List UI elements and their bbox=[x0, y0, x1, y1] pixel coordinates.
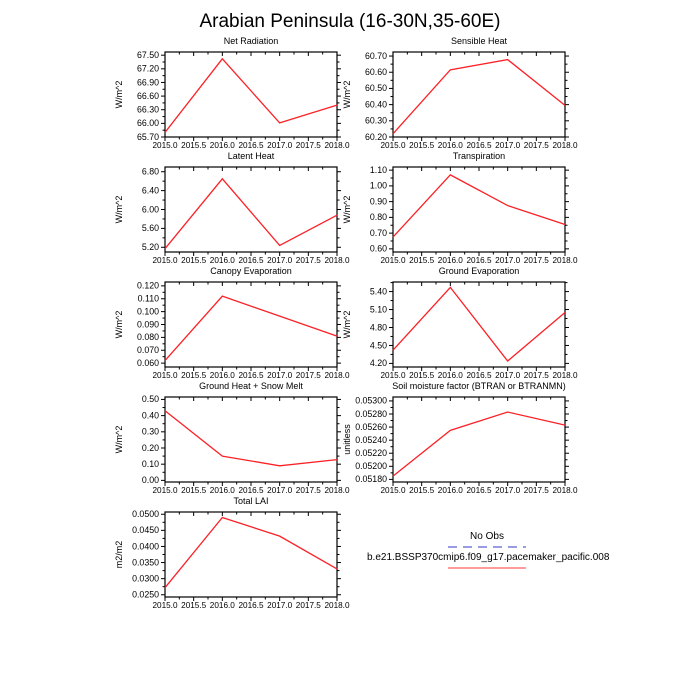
svg-text:2015.0: 2015.0 bbox=[380, 141, 406, 150]
svg-text:60.70: 60.70 bbox=[364, 50, 387, 61]
x-tick-labels bbox=[380, 256, 577, 265]
svg-text:2018.0: 2018.0 bbox=[324, 601, 350, 610]
svg-text:2017.0: 2017.0 bbox=[495, 141, 521, 150]
svg-text:5.40: 5.40 bbox=[369, 286, 387, 297]
svg-text:0.0350: 0.0350 bbox=[132, 557, 159, 568]
svg-text:2017.0: 2017.0 bbox=[495, 486, 521, 495]
chart-net-radiation bbox=[108, 36, 364, 152]
y-axis-label: unitless bbox=[342, 424, 352, 455]
chart-title: Net Radiation bbox=[223, 36, 279, 46]
chart-sensible-heat bbox=[336, 36, 592, 152]
svg-text:0.070: 0.070 bbox=[136, 345, 159, 356]
svg-text:2015.0: 2015.0 bbox=[152, 486, 178, 495]
svg-text:2016.0: 2016.0 bbox=[209, 141, 235, 150]
svg-text:0.90: 0.90 bbox=[369, 196, 387, 207]
chart-soil-moisture-factor-btran-or-btranmn bbox=[336, 381, 592, 497]
x-ticks bbox=[393, 282, 565, 371]
series-line bbox=[393, 60, 565, 134]
y-axis-label: W/m^2 bbox=[114, 195, 124, 224]
svg-text:2015.0: 2015.0 bbox=[152, 256, 178, 265]
svg-text:2015.5: 2015.5 bbox=[181, 141, 207, 150]
x-ticks bbox=[393, 397, 565, 486]
chart-title: Canopy Evaporation bbox=[210, 266, 292, 276]
svg-text:2016.5: 2016.5 bbox=[238, 371, 264, 380]
svg-text:0.05200: 0.05200 bbox=[355, 461, 387, 472]
svg-text:2015.5: 2015.5 bbox=[181, 371, 207, 380]
series-line bbox=[165, 59, 337, 133]
svg-text:2016.5: 2016.5 bbox=[238, 486, 264, 495]
x-tick-labels bbox=[152, 486, 349, 495]
svg-text:0.05240: 0.05240 bbox=[355, 434, 387, 445]
chart-title: Latent Heat bbox=[227, 151, 275, 161]
svg-text:2017.5: 2017.5 bbox=[295, 256, 321, 265]
chart-canopy-evaporation bbox=[108, 266, 364, 382]
x-tick-labels bbox=[380, 486, 577, 495]
chart-latent-heat bbox=[108, 151, 364, 267]
svg-text:6.40: 6.40 bbox=[141, 185, 159, 196]
x-tick-labels bbox=[380, 141, 577, 150]
chart-title: Sensible Heat bbox=[450, 36, 508, 46]
y-tick-labels bbox=[365, 51, 387, 142]
svg-text:65.70: 65.70 bbox=[136, 131, 159, 142]
chart-ground-heat-snow-melt bbox=[108, 381, 364, 497]
svg-text:2017.0: 2017.0 bbox=[495, 256, 521, 265]
svg-text:4.20: 4.20 bbox=[369, 358, 387, 369]
svg-text:66.90: 66.90 bbox=[136, 77, 159, 88]
x-tick-labels bbox=[152, 256, 349, 265]
svg-text:2017.5: 2017.5 bbox=[295, 486, 321, 495]
svg-text:66.00: 66.00 bbox=[136, 118, 159, 129]
svg-text:1.00: 1.00 bbox=[369, 180, 387, 191]
svg-text:2015.5: 2015.5 bbox=[181, 256, 207, 265]
svg-text:0.40: 0.40 bbox=[141, 410, 159, 421]
svg-text:2016.0: 2016.0 bbox=[437, 486, 463, 495]
svg-text:2015.5: 2015.5 bbox=[409, 486, 435, 495]
svg-text:2018.0: 2018.0 bbox=[552, 141, 578, 150]
svg-text:2017.0: 2017.0 bbox=[495, 371, 521, 380]
svg-text:6.80: 6.80 bbox=[141, 166, 159, 177]
svg-text:1.10: 1.10 bbox=[369, 164, 387, 175]
y-tick-labels bbox=[132, 509, 159, 599]
svg-text:67.20: 67.20 bbox=[136, 63, 159, 74]
y-ticks bbox=[389, 170, 569, 249]
chart-title: Ground Heat + Snow Melt bbox=[199, 381, 303, 391]
svg-text:60.20: 60.20 bbox=[364, 131, 387, 142]
y-axis-label: m2/m2 bbox=[114, 540, 124, 569]
svg-text:2016.0: 2016.0 bbox=[209, 601, 235, 610]
svg-text:0.0500: 0.0500 bbox=[132, 509, 159, 520]
y-axis-label: W/m^2 bbox=[342, 80, 352, 109]
svg-text:0.120: 0.120 bbox=[136, 280, 159, 291]
legend-case-label: b.e21.BSSP370cmip6.f09_g17.pacemaker_pacific.008 bbox=[367, 552, 610, 563]
svg-text:2017.0: 2017.0 bbox=[267, 601, 293, 610]
svg-text:5.20: 5.20 bbox=[141, 242, 159, 253]
svg-text:0.05180: 0.05180 bbox=[355, 474, 387, 485]
legend-no-obs-line bbox=[448, 546, 526, 548]
svg-text:2017.5: 2017.5 bbox=[523, 486, 549, 495]
plot-frame bbox=[165, 397, 337, 482]
svg-text:2016.5: 2016.5 bbox=[238, 141, 264, 150]
svg-text:0.100: 0.100 bbox=[136, 306, 159, 317]
svg-text:2017.5: 2017.5 bbox=[523, 141, 549, 150]
svg-text:2018.0: 2018.0 bbox=[552, 371, 578, 380]
svg-text:4.80: 4.80 bbox=[369, 322, 387, 333]
svg-text:0.110: 0.110 bbox=[137, 293, 159, 304]
x-tick-labels bbox=[152, 601, 349, 610]
chart-title: Soil moisture factor (BTRAN or BTRANMN) bbox=[392, 381, 566, 391]
chart-title: Ground Evaporation bbox=[438, 266, 520, 276]
svg-text:2018.0: 2018.0 bbox=[552, 486, 578, 495]
chart-transpiration bbox=[336, 151, 592, 267]
x-tick-labels bbox=[380, 371, 577, 380]
svg-text:2015.5: 2015.5 bbox=[409, 141, 435, 150]
svg-text:60.60: 60.60 bbox=[364, 67, 387, 78]
y-ticks bbox=[161, 286, 341, 363]
svg-text:2016.5: 2016.5 bbox=[466, 141, 492, 150]
y-tick-labels bbox=[142, 394, 159, 485]
plot-frame bbox=[393, 397, 565, 482]
y-axis-label: W/m^2 bbox=[342, 195, 352, 224]
svg-text:2015.5: 2015.5 bbox=[409, 371, 435, 380]
svg-text:2015.0: 2015.0 bbox=[152, 371, 178, 380]
svg-text:2015.0: 2015.0 bbox=[380, 371, 406, 380]
svg-text:2018.0: 2018.0 bbox=[324, 141, 350, 150]
svg-text:0.30: 0.30 bbox=[141, 426, 159, 437]
svg-text:2016.0: 2016.0 bbox=[437, 141, 463, 150]
y-tick-labels bbox=[370, 286, 387, 368]
svg-text:2018.0: 2018.0 bbox=[324, 256, 350, 265]
svg-text:0.20: 0.20 bbox=[141, 442, 159, 453]
svg-text:67.50: 67.50 bbox=[136, 49, 159, 60]
plot-frame bbox=[165, 52, 337, 137]
series-line bbox=[393, 412, 565, 476]
svg-text:0.0250: 0.0250 bbox=[132, 589, 159, 600]
series-line bbox=[165, 179, 337, 249]
svg-text:2017.0: 2017.0 bbox=[267, 256, 293, 265]
svg-text:2016.0: 2016.0 bbox=[437, 371, 463, 380]
svg-text:2016.5: 2016.5 bbox=[238, 601, 264, 610]
svg-text:2018.0: 2018.0 bbox=[552, 256, 578, 265]
y-axis-label: W/m^2 bbox=[342, 310, 352, 339]
svg-text:0.0300: 0.0300 bbox=[132, 573, 159, 584]
svg-text:60.30: 60.30 bbox=[364, 115, 387, 126]
svg-text:2016.0: 2016.0 bbox=[437, 256, 463, 265]
y-ticks bbox=[161, 172, 341, 248]
y-tick-labels bbox=[370, 165, 387, 254]
svg-text:0.05260: 0.05260 bbox=[355, 421, 387, 432]
x-tick-labels bbox=[152, 141, 349, 150]
x-ticks bbox=[165, 397, 337, 486]
svg-text:0.80: 0.80 bbox=[369, 212, 387, 223]
plot-frame bbox=[165, 167, 337, 252]
x-ticks bbox=[165, 52, 337, 141]
svg-text:66.60: 66.60 bbox=[136, 90, 159, 101]
y-tick-labels bbox=[137, 50, 159, 142]
page-title: Arabian Peninsula (16-30N,35-60E) bbox=[199, 11, 501, 32]
y-tick-labels bbox=[137, 281, 159, 368]
legend bbox=[367, 531, 610, 573]
svg-text:2015.0: 2015.0 bbox=[152, 141, 178, 150]
svg-text:2016.5: 2016.5 bbox=[238, 256, 264, 265]
plot-frame bbox=[165, 282, 337, 367]
svg-text:0.060: 0.060 bbox=[136, 357, 159, 368]
svg-text:60.50: 60.50 bbox=[364, 83, 387, 94]
svg-text:2015.0: 2015.0 bbox=[380, 486, 406, 495]
svg-text:0.10: 0.10 bbox=[141, 458, 159, 469]
svg-text:0.05300: 0.05300 bbox=[355, 395, 387, 406]
y-axis-label: W/m^2 bbox=[114, 80, 124, 109]
svg-text:0.05280: 0.05280 bbox=[355, 408, 387, 419]
svg-text:2017.0: 2017.0 bbox=[267, 371, 293, 380]
svg-text:2015.5: 2015.5 bbox=[181, 486, 207, 495]
svg-text:2018.0: 2018.0 bbox=[324, 486, 350, 495]
legend-case-line bbox=[448, 567, 526, 569]
svg-text:2017.0: 2017.0 bbox=[267, 486, 293, 495]
svg-text:2017.5: 2017.5 bbox=[523, 256, 549, 265]
svg-text:2017.0: 2017.0 bbox=[267, 141, 293, 150]
svg-text:2015.0: 2015.0 bbox=[152, 601, 178, 610]
y-ticks bbox=[161, 55, 341, 137]
svg-text:2017.5: 2017.5 bbox=[523, 371, 549, 380]
svg-text:2016.0: 2016.0 bbox=[209, 371, 235, 380]
chart-ground-evaporation bbox=[336, 266, 592, 382]
svg-text:0.05220: 0.05220 bbox=[355, 448, 387, 459]
legend-no-obs-label: No Obs bbox=[470, 531, 504, 542]
svg-text:0.090: 0.090 bbox=[136, 319, 159, 330]
y-ticks bbox=[389, 283, 569, 364]
svg-text:6.00: 6.00 bbox=[141, 204, 159, 215]
svg-text:60.40: 60.40 bbox=[364, 99, 387, 110]
svg-text:2016.0: 2016.0 bbox=[209, 256, 235, 265]
y-tick-labels bbox=[355, 396, 387, 484]
series-line bbox=[165, 411, 337, 466]
svg-text:2017.5: 2017.5 bbox=[295, 371, 321, 380]
y-axis-label: W/m^2 bbox=[114, 425, 124, 454]
svg-text:0.50: 0.50 bbox=[141, 394, 159, 405]
svg-text:2016.5: 2016.5 bbox=[466, 371, 492, 380]
svg-text:2015.0: 2015.0 bbox=[380, 256, 406, 265]
svg-text:0.70: 0.70 bbox=[369, 227, 387, 238]
y-tick-labels bbox=[142, 167, 159, 253]
svg-text:0.60: 0.60 bbox=[369, 243, 387, 254]
svg-text:2015.5: 2015.5 bbox=[181, 601, 207, 610]
svg-text:5.10: 5.10 bbox=[369, 304, 387, 315]
svg-text:2016.5: 2016.5 bbox=[466, 256, 492, 265]
series-line bbox=[393, 287, 565, 361]
svg-text:66.30: 66.30 bbox=[136, 104, 159, 115]
svg-text:0.0450: 0.0450 bbox=[132, 525, 159, 536]
chart-total-lai bbox=[108, 496, 364, 612]
x-tick-labels bbox=[152, 371, 349, 380]
svg-text:5.60: 5.60 bbox=[141, 223, 159, 234]
svg-text:4.50: 4.50 bbox=[369, 340, 387, 351]
y-axis-label: W/m^2 bbox=[114, 310, 124, 339]
svg-text:2018.0: 2018.0 bbox=[324, 371, 350, 380]
series-line bbox=[165, 296, 337, 360]
svg-text:2016.0: 2016.0 bbox=[209, 486, 235, 495]
x-ticks bbox=[393, 167, 565, 256]
svg-text:2017.5: 2017.5 bbox=[295, 141, 321, 150]
chart-title: Transpiration bbox=[452, 151, 506, 161]
series-line bbox=[165, 517, 337, 587]
svg-text:0.080: 0.080 bbox=[136, 332, 159, 343]
svg-text:2016.5: 2016.5 bbox=[466, 486, 492, 495]
y-ticks bbox=[389, 401, 569, 479]
svg-text:0.0400: 0.0400 bbox=[132, 541, 159, 552]
y-ticks bbox=[161, 399, 341, 480]
svg-text:2017.5: 2017.5 bbox=[295, 601, 321, 610]
y-ticks bbox=[389, 56, 569, 137]
svg-text:2015.5: 2015.5 bbox=[409, 256, 435, 265]
svg-text:0.00: 0.00 bbox=[141, 475, 159, 486]
series-line bbox=[393, 175, 565, 237]
chart-title: Total LAI bbox=[233, 496, 269, 506]
